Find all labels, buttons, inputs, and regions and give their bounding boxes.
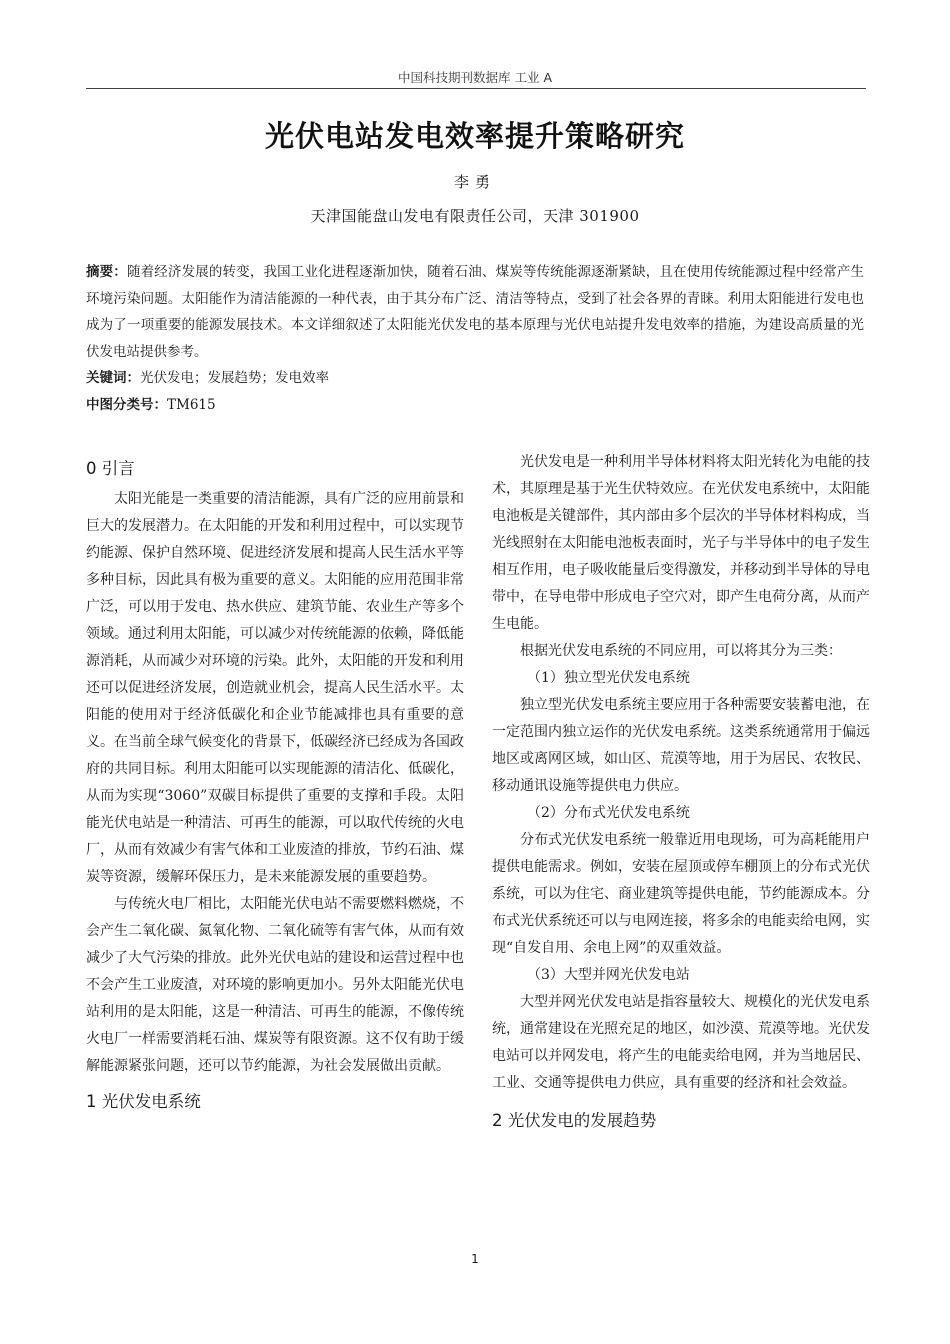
paragraph-standalone: 独立型光伏发电系统主要应用于各种需要安装蓄电池，在一定范围内独立运作的光伏发电系统。这类系统通常用于偏远地区或离网区域，如山区、荒漠等地，用于为居民、农牧民、移动通讯设施等提供电力供应。 [492, 697, 870, 794]
keywords-label: 关键词： [86, 370, 140, 386]
keywords-text: 光伏发电；发展趋势；发电效率 [140, 370, 329, 386]
section-heading-pv-system: 1 光伏发电系统 [86, 1092, 201, 1111]
paragraph-grid-connected: 大型并网光伏发电站是指容量较大、规模化的光伏发电系统，通常建设在光照充足的地区，如沙漠、荒漠等地。光伏发电站可以并网发电，将产生的电能卖给电网，并为当地居民、工业、交通等提供电力供应，具有重要的经济和社会效益。 [492, 994, 870, 1091]
classification [86, 392, 864, 419]
subheading-standalone: （1）独立型光伏发电系统 [527, 670, 690, 686]
abstract-text: 随着经济发展的转变，我国工业化进程逐渐加快，随着石油、煤炭等传统能源逐渐紧缺，且在使用传统能源过程中经常产生环境污染问题。太阳能作为清洁能源的一种代表，由于其分布广泛、清洁等特点，受到了社会各界的青睐。利用太阳能进行发电也成为了一项重要的能源发展技术。本文详细叙述了太阳能光伏发电的基本原理与光伏电站提升发电效率的措施，为建设高质量的光伏发电站提供参考。 [86, 264, 865, 360]
article-title: 光伏电站发电效率提升策略研究 [264, 119, 685, 153]
abstract-label: 摘要： [86, 264, 127, 280]
paragraph-distributed: 分布式光伏发电系统一般靠近用电现场，可为高耗能用户提供电能需求。例如，安装在屋顶或停车棚顶上的分布式光伏系统，可以为住宅、商业建筑等提供电能，节约能源成本。分布式光伏系统还可以与电网连接，将多余的电能卖给电网，实现“自发自用、余电上网”的双重效益。 [492, 832, 870, 956]
left-column [86, 455, 464, 1115]
header-rule [86, 88, 866, 89]
front-matter [86, 259, 864, 418]
paragraph-intro-1: 太阳光能是一类重要的清洁能源，具有广泛的应用前景和巨大的发展潜力。在太阳能的开发和利用过程中，可以实现节约能源、保护自然环境、促进经济发展和提高人民生活水平等多种目标，因此具有极为重要的意义。太阳能的应用范围非常广泛，可以用于发电、热水供应、建筑节能、农业生产等多个领域。通过利用太阳能，可以减少对传统能源的依赖，降低能源消耗，从而减少对环境的污染。此外，太阳能的开发和利用还可以促进经济发展，创造就业机会，提高人民生活水平。太阳能的使用对于经济低碳化和企业节能减排也具有重要的意义。在当前全球气候变化的背景下，低碳经济已经成为各国政府的共同目标。利用太阳能可以实现能源的清洁化、低碳化，从而为实现“3060”双碳目标提供了重要的支撑和手段。太阳能光伏电站是一种清洁、可再生的能源，可以取代传统的火电厂，从而有效减少有害气体和工业废渣的排放，节约石油、煤炭等资源，缓解环保压力，是未来能源发展的重要趋势。 [86, 491, 464, 885]
section-heading-introduction: 0 引言 [86, 459, 135, 478]
abstract [86, 259, 864, 365]
article-author: 李勇 [453, 173, 496, 191]
paragraph-pv-classes: 根据光伏发电系统的不同应用，可以将其分为三类： [520, 643, 842, 659]
subheading-grid-connected: （3）大型并网光伏发电站 [527, 967, 690, 983]
subheading-distributed: （2）分布式光伏发电系统 [527, 805, 690, 821]
keywords [86, 365, 864, 392]
classification-label: 中图分类号： [86, 396, 167, 413]
section-heading-trends: 2 光伏发电的发展趋势 [492, 1111, 657, 1130]
page-number: 1 [471, 1252, 479, 1266]
right-column [492, 449, 870, 1134]
paragraph-pv-principle: 光伏发电是一种利用半导体材料将太阳光转化为电能的技术，其原理是基于光生伏特效应。在光伏发电系统中，太阳能电池板是关键部件，其内部由多个层次的半导体材料构成，当光线照射在太阳能电池板表面时，光子与半导体中的电子发生相互作用，电子吸收能量后变得激发，并移动到半导体的导电带中，在导电带中形成电子空穴对，即产生电荷分离，从而产生电能。 [492, 454, 870, 632]
running-header: 中国科技期刊数据库 工业 A [398, 70, 552, 85]
article-affiliation: 天津国能盘山发电有限责任公司，天津 301900 [310, 207, 640, 225]
classification-text: TM615 [167, 396, 216, 413]
paragraph-intro-2: 与传统火电厂相比，太阳能光伏电站不需要燃料燃烧，不会产生二氧化碳、氮氧化物、二氧化硫等有害气体，从而有效减少了大气污染的排放。此外光伏电站的建设和运营过程中也不会产生工业废渣，对环境的影响更加小。另外太阳能光伏电站利用的是太阳能，这是一种清洁、可再生的能源，不像传统火电厂一样需要消耗石油、煤炭等有限资源。这不仅有助于缓解能源紧张问题，还可以节约能源，为社会发展做出贡献。 [86, 896, 464, 1074]
